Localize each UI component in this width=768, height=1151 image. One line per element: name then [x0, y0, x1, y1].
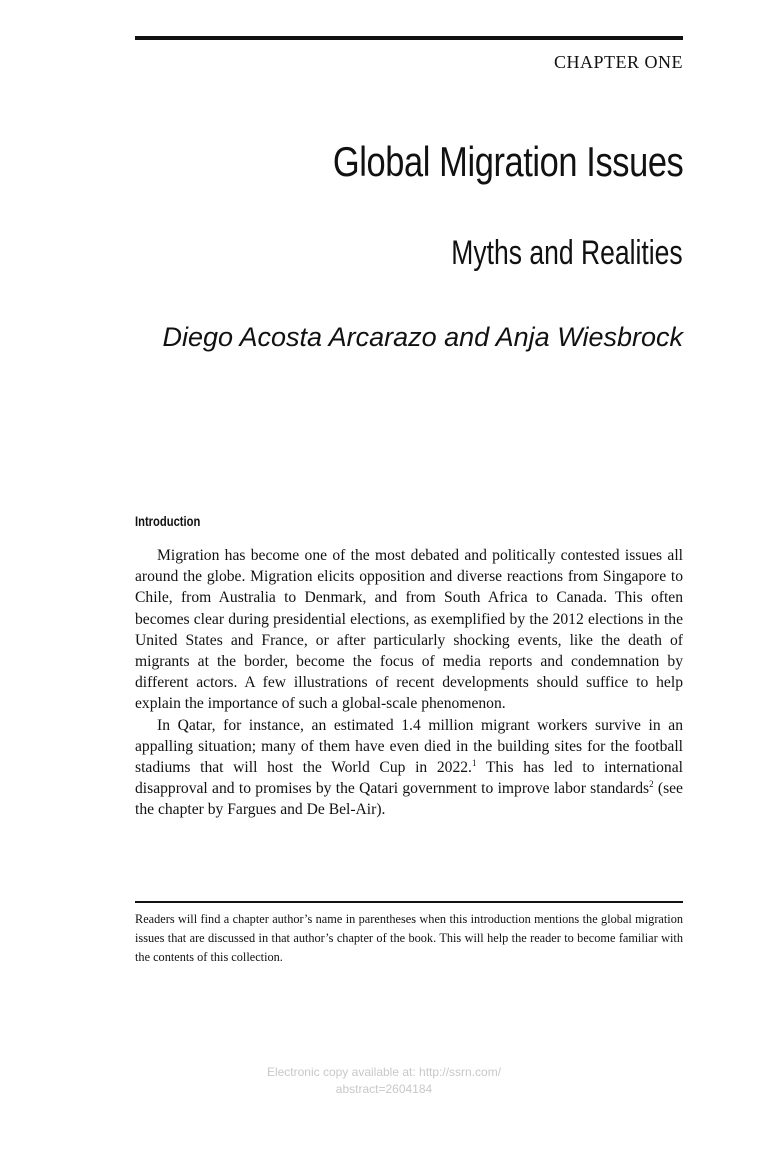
- paragraph-2-part-2: This has led to international disapproval and to promises by the Qatari government to improve labor standards: [135, 759, 683, 798]
- chapter-label: CHAPTER ONE: [553, 52, 683, 72]
- chapter-title: Global Migration Issues: [332, 138, 683, 185]
- section-heading: Introduction: [135, 513, 201, 529]
- paragraph-2-part-1: In Qatar, for instance, an estimated 1.4 million migrant workers survive in an appalling situation; many of them have even died in the building sites for the football stadiums that will host the World Cup in 2022.: [135, 716, 683, 777]
- body-text: [135, 545, 683, 821]
- footnote-ref-1[interactable]: 1: [471, 757, 477, 768]
- paragraph-1: Migration has become one of the most debated and politically contested issues all around the globe. Migration elicits opposition and diverse reactions from Singapore to Chile, from Australia to Denmark, and from South Africa to Canada. This often becomes clear during presidential elections, as exemplified by the 2012 elections in the United States and France, or after particularly shocking events, like the death of migrants at the border, become the focus of media reports and condemnation by different actors. A few illustrations of recent developments should suffice to help explain the importance of such a global-scale phenomenon.: [135, 547, 683, 713]
- watermark-line-2: abstract=2604184: [335, 1082, 433, 1096]
- footnote: Readers will find a chapter author’s name in parentheses when this introduction mentions the global migration issues that are discussed in that author’s chapter of the book. This will help the reader to become familiar with the contents of this collection.: [135, 912, 683, 964]
- footnote-rule: [135, 901, 683, 903]
- paragraph-2-part-3: (see the chapter by Fargues and De Bel-Air).: [135, 780, 683, 819]
- top-rule: [135, 36, 683, 40]
- watermark: [0, 1064, 768, 1098]
- paragraph-2: [135, 715, 683, 821]
- footnote-ref-2[interactable]: 2: [649, 779, 654, 790]
- watermark-line-1: Electronic copy available at: http://ssrn.com/: [266, 1065, 502, 1079]
- chapter-authors: Diego Acosta Arcarazo and Anja Wiesbrock: [162, 322, 683, 352]
- chapter-subtitle: Myths and Realities: [451, 234, 683, 272]
